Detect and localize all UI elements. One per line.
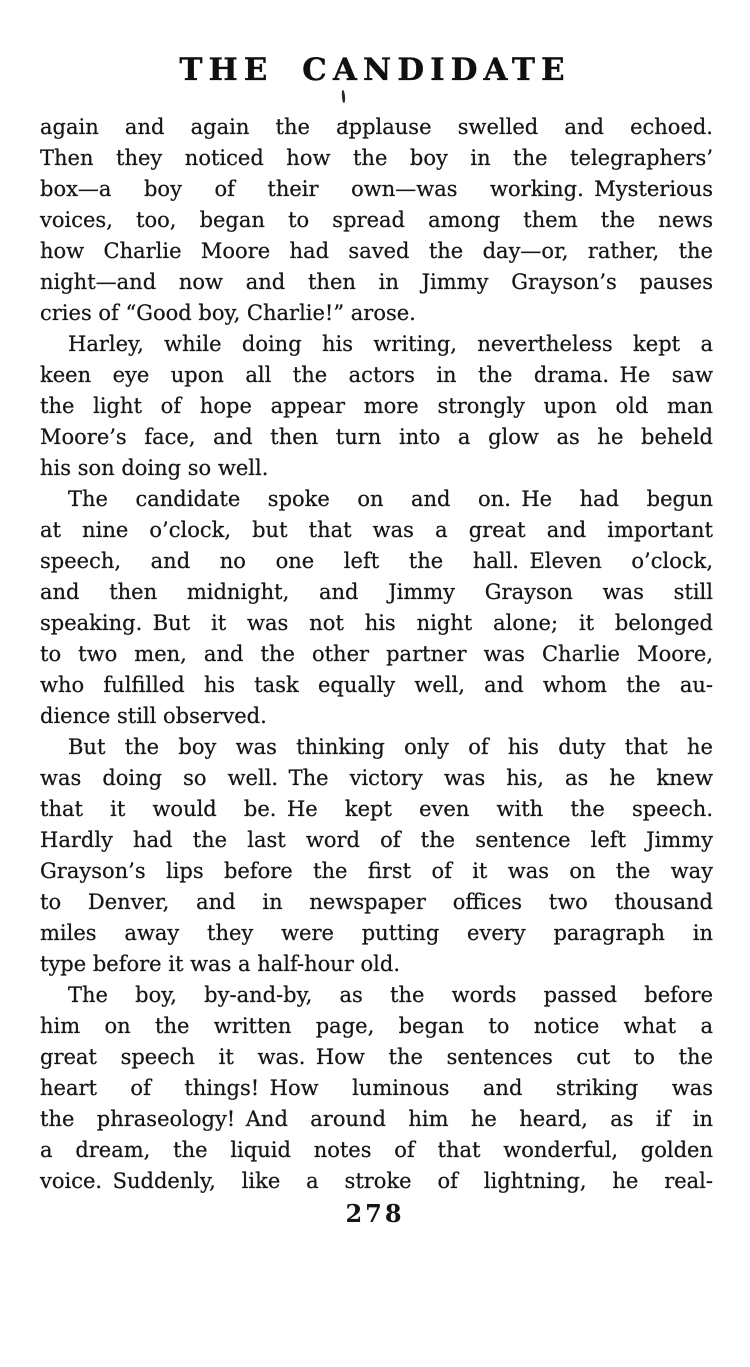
text-line: who fulfilled his task equally well, and whom the au- — [40, 673, 713, 697]
text-line: him on the written page, began to notice what a — [40, 1014, 713, 1038]
text-line: was doing so well. The victory was his, as he knew — [40, 766, 713, 790]
page-number: 278 — [345, 1199, 405, 1228]
text-line: to Denver, and in newspaper offices two thousand — [40, 890, 713, 914]
text-line: type before it was a half-hour old. — [40, 952, 401, 976]
text-line: heart of things! How luminous and striking was — [40, 1076, 713, 1100]
ink-smudge-artifact — [342, 90, 346, 103]
text-line: Moore’s face, and then turn into a glow as he beheld — [40, 425, 713, 449]
text-line: box—a boy of their own—was working. Mysterious — [40, 177, 713, 201]
text-line: how Charlie Moore had saved the day—or, rather, the — [40, 239, 713, 263]
text-line: to two men, and the other partner was Charlie Moore, — [40, 642, 713, 666]
text-line: Hardly had the last word of the sentence left Jimmy — [40, 828, 713, 852]
text-line: miles away they were putting every paragraph in — [40, 921, 713, 945]
text-line: night—and now and then in Jimmy Grayson’s pauses — [40, 270, 713, 294]
text-line: Grayson’s lips before the first of it was on the way — [40, 859, 713, 883]
text-line: his son doing so well. — [40, 456, 269, 480]
text-line: voice. Suddenly, like a stroke of lightning, he real- — [40, 1169, 713, 1193]
text-line: the phraseology! And around him he heard, as if in — [40, 1107, 713, 1131]
text-line: great speech it was. How the sentences cut to the — [40, 1045, 713, 1069]
text-line: speech, and no one left the hall. Eleven o’clock, — [40, 549, 713, 573]
page-header: THE CANDIDATE — [179, 52, 571, 88]
text-line: Harley, while doing his writing, nevertheless kept a — [68, 332, 713, 356]
text-line: But the boy was thinking only of his duty that he — [68, 735, 713, 759]
text-line: speaking. But it was not his night alone; it belonged — [40, 611, 713, 635]
text-line: and then midnight, and Jimmy Grayson was still — [40, 580, 713, 604]
text-line: that it would be. He kept even with the speech. — [40, 797, 713, 821]
body-text — [40, 112, 713, 1197]
text-line: a dream, the liquid notes of that wonderful, golden — [40, 1138, 713, 1162]
text-line: dience still observed. — [40, 704, 267, 728]
text-line: at nine o’clock, but that was a great and important — [40, 518, 713, 542]
text-line: voices, too, began to spread among them the news — [40, 208, 713, 232]
text-line: the light of hope appear more strongly upon old man — [40, 394, 713, 418]
text-line: Then they noticed how the boy in the telegraphers’ — [40, 146, 713, 170]
text-line: again and again the applause swelled and echoed. — [40, 115, 713, 139]
text-line: keen eye upon all the actors in the drama. He saw — [40, 363, 713, 387]
text-line: cries of “Good boy, Charlie!” arose. — [40, 301, 416, 325]
text-line: The candidate spoke on and on. He had begun — [68, 487, 713, 511]
text-line: The boy, by-and-by, as the words passed before — [68, 983, 713, 1007]
